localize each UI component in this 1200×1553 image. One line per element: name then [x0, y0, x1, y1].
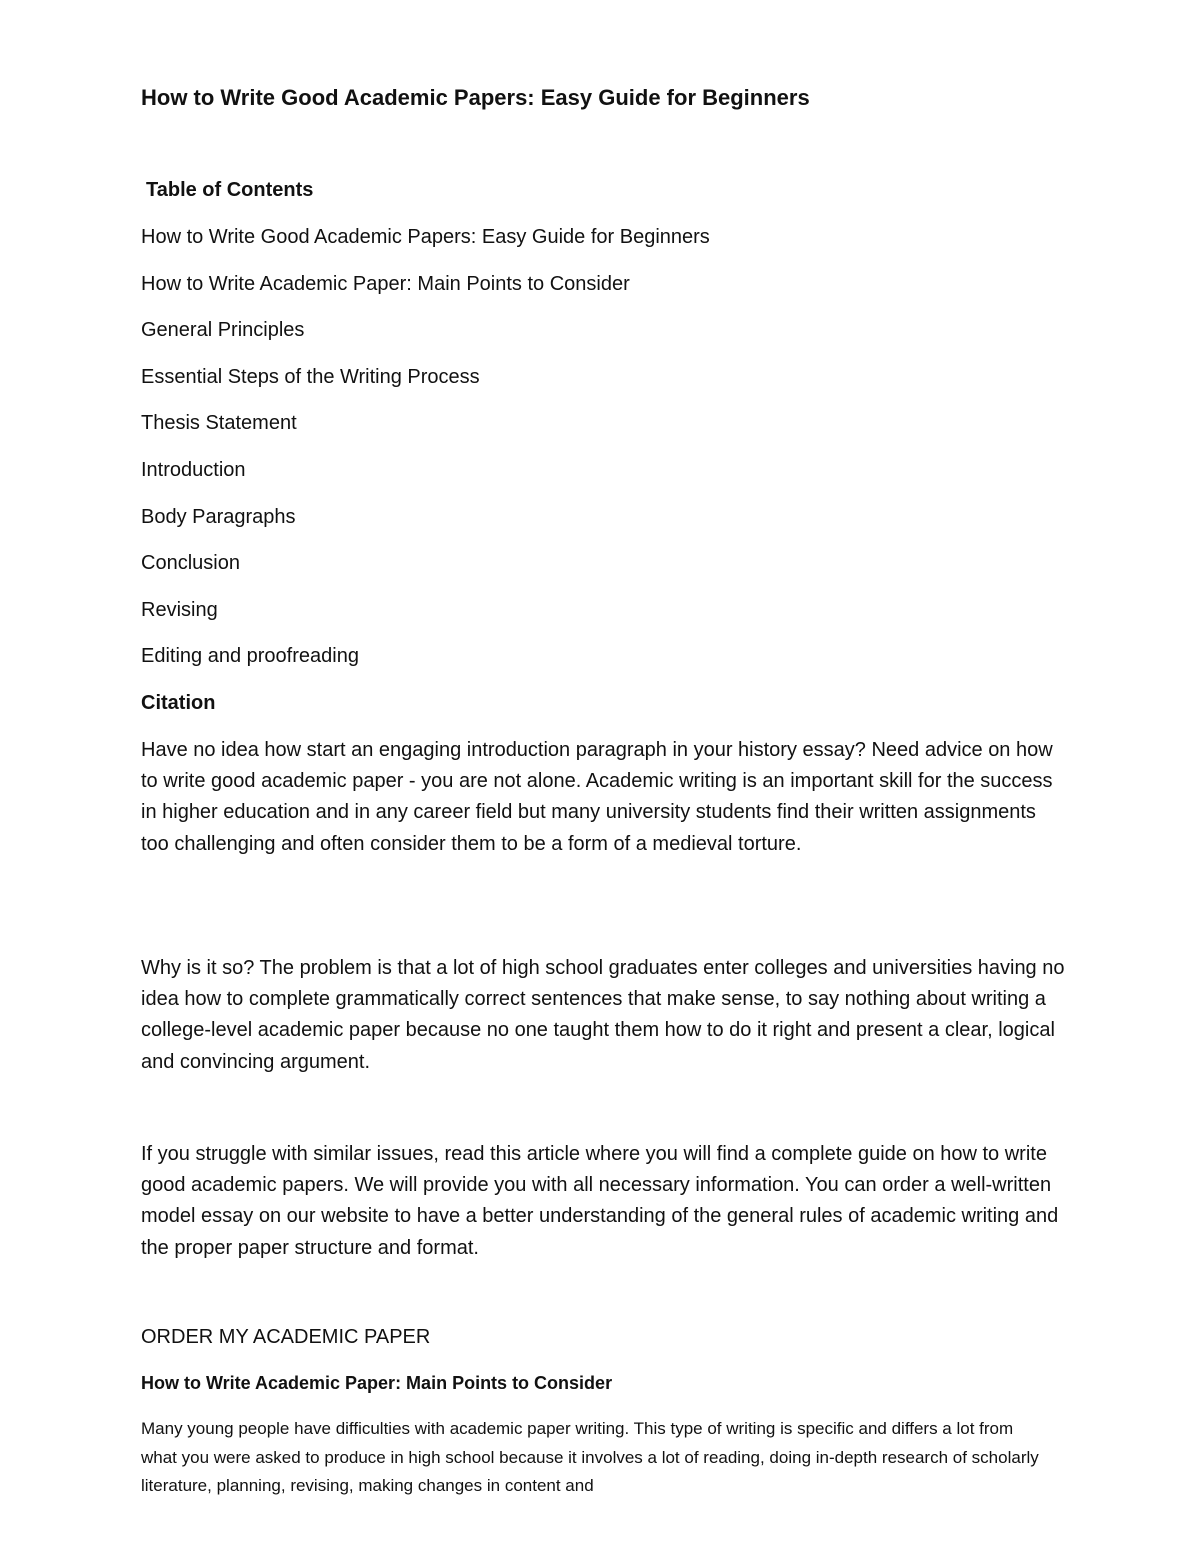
document-title: How to Write Good Academic Papers: Easy Guide for Beginners	[141, 85, 810, 110]
toc-item[interactable]: How to Write Academic Paper: Main Points to Consider	[141, 272, 630, 295]
toc-heading: Table of Contents	[146, 179, 314, 201]
section-body-paragraph: Many young people have difficulties with academic paper writing. This type of writing is specific and differs a lot from what you were asked to produce in high school because it involves a lot of reading, doing in-depth research of scholarly literature, planning, revising, making changes in content and	[141, 1419, 1039, 1495]
toc-item[interactable]: General Principles	[141, 319, 305, 342]
toc-item[interactable]: Body Paragraphs	[141, 505, 296, 528]
order-academic-paper-link[interactable]: ORDER MY ACADEMIC PAPER	[141, 1326, 431, 1348]
toc-item[interactable]: Thesis Statement	[141, 412, 297, 435]
citation-heading: Citation	[141, 692, 216, 714]
guide-paragraph: If you struggle with similar issues, read this article where you will find a complete guide on how to write good academic papers. We will provide you with all necessary information. You can order a well-written model essay on our website to have a better understanding of the general rules of academic writing and the proper paper structure and format.	[141, 1143, 1059, 1259]
toc-item[interactable]: Introduction	[141, 458, 246, 481]
toc-item[interactable]: Essential Steps of the Writing Process	[141, 365, 480, 388]
intro-paragraph: Have no idea how start an engaging introduction paragraph in your history essay? Need advice on how to write good academic paper - you are not alone. Academic writing is an important skill for the success in higher education and in any career field but many university students find their written assignments too challenging and often consider them to be a form of a medieval torture.	[141, 739, 1053, 855]
toc-item[interactable]: Revising	[141, 598, 218, 621]
problem-paragraph: Why is it so? The problem is that a lot of high school graduates enter colleges and universities having no idea how to complete grammatically correct sentences that make sense, to say nothing about writing a college-level academic paper because no one taught them how to do it right and present a clear, logical and convincing argument.	[141, 957, 1065, 1073]
toc-item[interactable]: Editing and proofreading	[141, 645, 359, 668]
toc-item[interactable]: Conclusion	[141, 552, 240, 575]
toc-item[interactable]: How to Write Good Academic Papers: Easy Guide for Beginners	[141, 226, 710, 248]
table-of-contents	[141, 224, 710, 690]
section-heading: How to Write Academic Paper: Main Points to Consider	[141, 1373, 613, 1393]
